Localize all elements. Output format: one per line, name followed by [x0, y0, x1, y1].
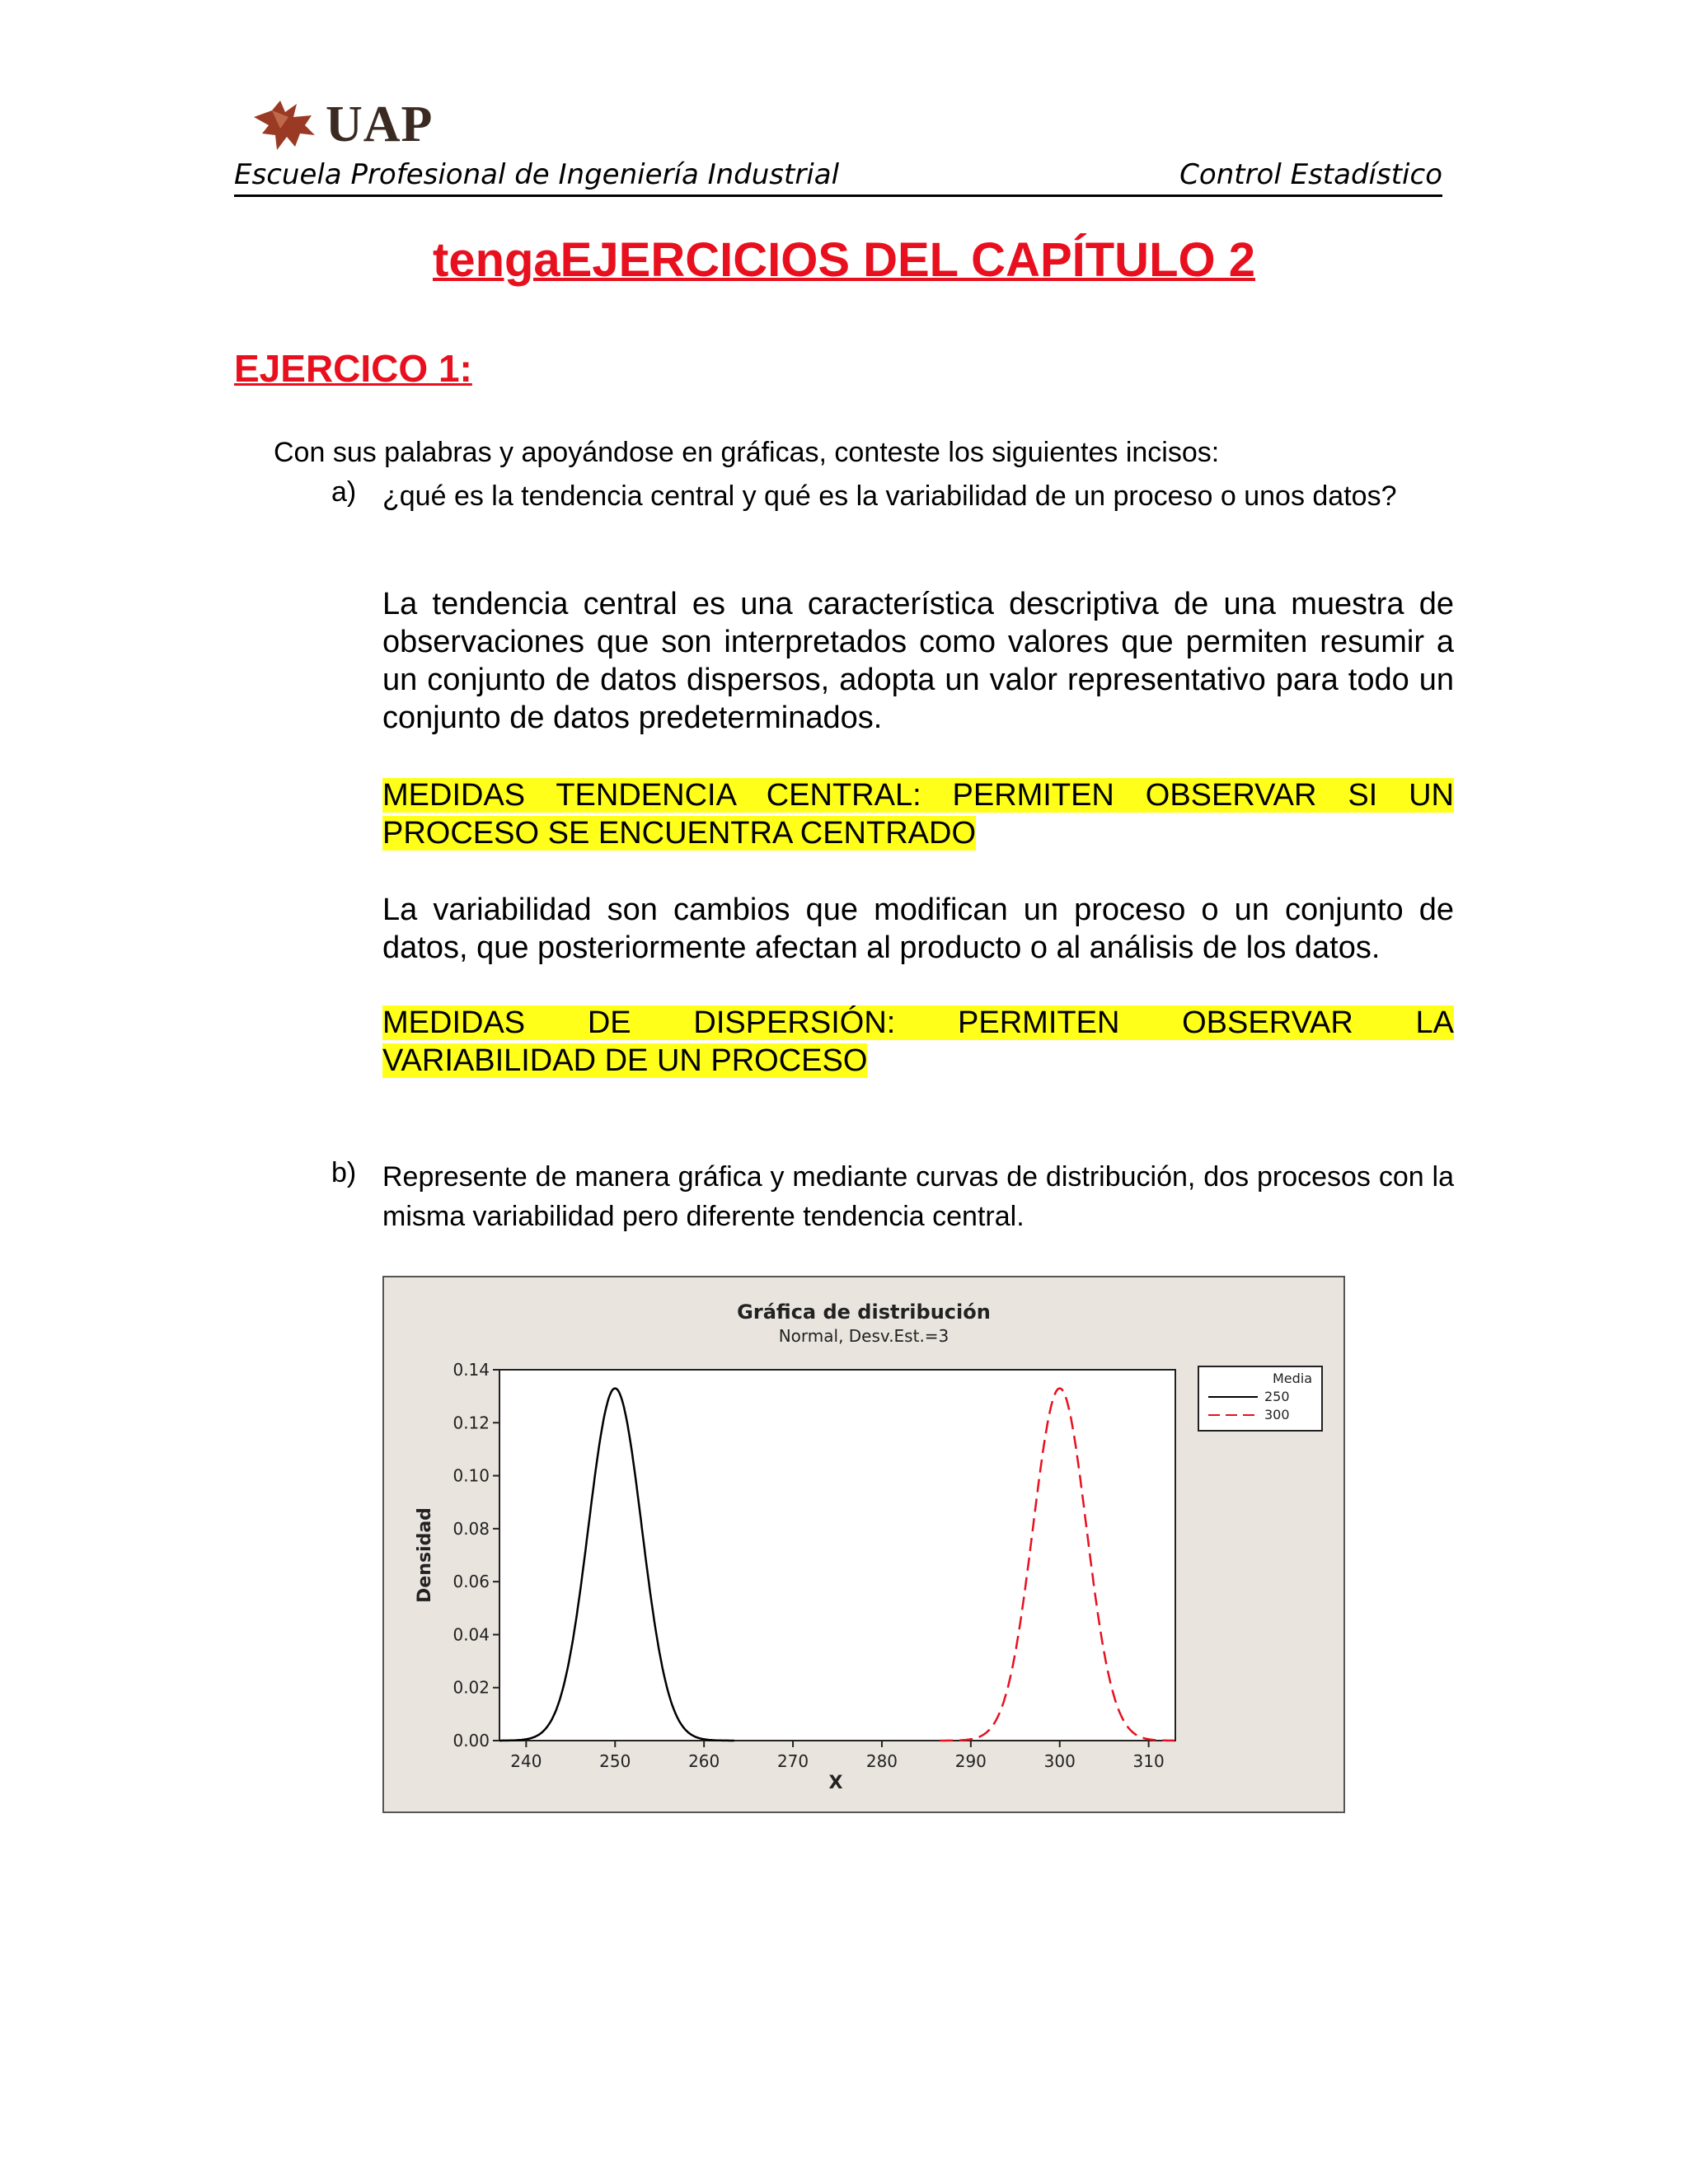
- question-a-label: a): [331, 476, 357, 508]
- question-a-text: ¿qué es la tendencia central y qué es la variabilidad de un proceso o unos datos?: [382, 480, 1397, 512]
- highlight-2-line-1: MEDIDAS DE DISPERSIÓN: PERMITEN OBSERVAR LA: [382, 1005, 1454, 1040]
- uap-logo: [247, 92, 462, 158]
- y-tick-label: 0.08: [452, 1518, 490, 1539]
- y-tick-label: 0.04: [452, 1624, 490, 1645]
- legend-label: 250: [1264, 1389, 1290, 1404]
- school-name: Escuela Profesional de Ingeniería Industrial: [234, 158, 840, 191]
- y-tick-label: 0.02: [452, 1677, 490, 1698]
- answer-a-paragraph-2: La variabilidad son cambios que modifican un proceso o un conjunto de datos, que posteriormente afectan al producto o al análisis de los datos.: [382, 893, 1454, 965]
- question-b-label: b): [331, 1157, 357, 1188]
- legend-label: 300: [1264, 1407, 1290, 1422]
- x-tick-label: 260: [688, 1751, 720, 1771]
- logo-text: UAP: [326, 96, 434, 152]
- question-b-text: Represente de manera gráfica y mediante curvas de distribución, dos procesos con la misma variabilidad pero diferente tendencia central.: [382, 1161, 1454, 1232]
- chart-title: Gráfica de distribución: [737, 1301, 991, 1324]
- x-tick-label: 290: [954, 1751, 987, 1771]
- x-axis-label: X: [828, 1773, 843, 1793]
- y-tick-label: 0.14: [452, 1360, 490, 1380]
- chart-svg: [384, 1277, 1343, 1811]
- x-tick-label: 250: [599, 1751, 631, 1771]
- highlight-2-line-2: VARIABILIDAD DE UN PROCESO: [382, 1043, 868, 1078]
- highlight-1-line-2: PROCESO SE ENCUENTRA CENTRADO: [382, 816, 976, 851]
- y-tick-label: 0.12: [452, 1413, 490, 1433]
- plot-area: [499, 1370, 1175, 1741]
- highlight-dispersion: [382, 1004, 1454, 1080]
- y-tick-label: 0.10: [452, 1465, 490, 1486]
- page-header: [234, 158, 1442, 197]
- course-name: Control Estadístico: [1179, 158, 1442, 191]
- highlight-1-line-1: MEDIDAS TENDENCIA CENTRAL: PERMITEN OBSERVAR SI UN: [382, 778, 1454, 813]
- x-tick-label: 280: [865, 1751, 898, 1771]
- intro-text: Con sus palabras y apoyándose en gráficas, conteste los siguientes incisos:: [274, 437, 1220, 468]
- page-title: tengaEJERCICIOS DEL CAPÍTULO 2: [433, 233, 1255, 287]
- y-tick-label: 0.00: [452, 1731, 490, 1750]
- legend-title: Media: [1272, 1371, 1312, 1386]
- y-tick-label: 0.06: [452, 1572, 490, 1592]
- chart-subtitle: Normal, Desv.Est.=3: [778, 1326, 950, 1346]
- answer-a-paragraph-1: La tendencia central es una característica descriptiva de una muestra de observaciones que son interpretados como valores que permiten resumir a un conjunto de datos dispersos, adopta un valor representativo para todo un conjunto de datos predeterminados.: [382, 587, 1454, 735]
- x-tick-label: 300: [1043, 1751, 1076, 1771]
- highlight-central-tendency: [382, 776, 1454, 852]
- griffin-logo-icon: [247, 92, 326, 158]
- x-tick-label: 270: [776, 1751, 809, 1771]
- distribution-chart: [382, 1276, 1345, 1813]
- x-tick-label: 240: [510, 1751, 542, 1771]
- y-axis-label: Densidad: [415, 1507, 435, 1603]
- exercise-heading: EJERCICO 1:: [234, 347, 472, 390]
- x-tick-label: 310: [1132, 1751, 1165, 1771]
